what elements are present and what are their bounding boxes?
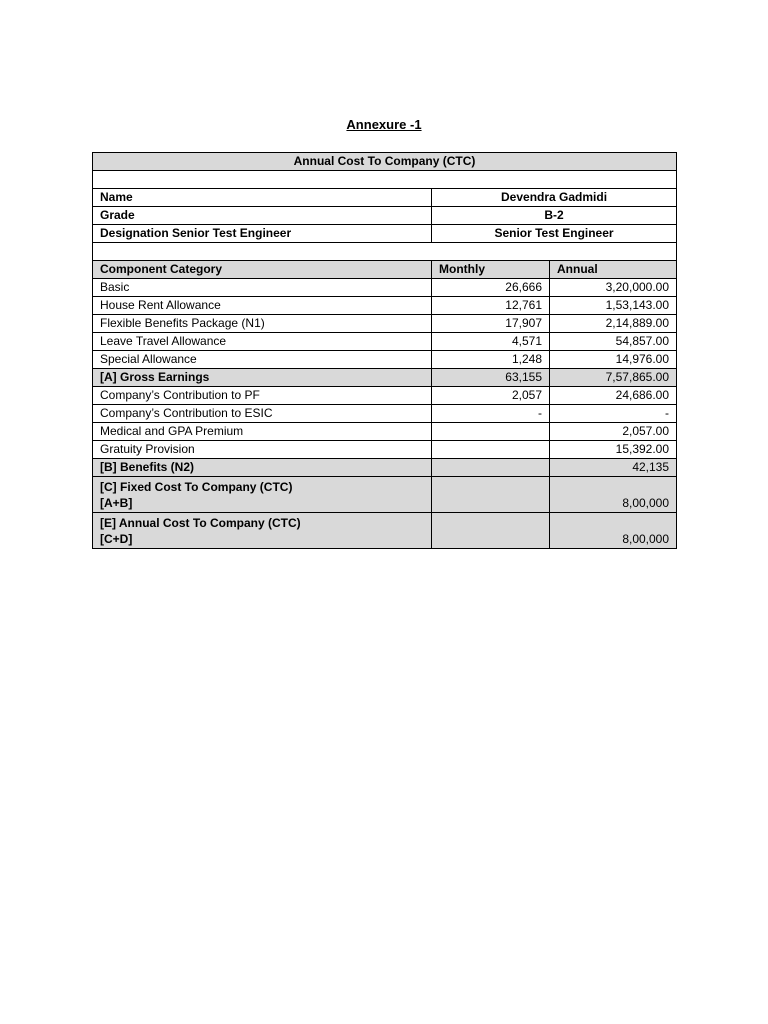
monthly-value: - (432, 405, 550, 423)
header-row (93, 261, 677, 279)
table-row (93, 423, 677, 441)
info-row-name (93, 189, 677, 207)
annual-value: 54,857.00 (550, 333, 677, 351)
info-row-designation (93, 225, 677, 243)
table-title-row (93, 153, 677, 171)
monthly-value: 2,057 (432, 387, 550, 405)
annual-value: 3,20,000.00 (550, 279, 677, 297)
table-row (93, 441, 677, 459)
component-label: [A] Gross Earnings (93, 369, 432, 387)
monthly-value: 17,907 (432, 315, 550, 333)
column-header-monthly: Monthly (432, 261, 550, 279)
annual-value: 14,976.00 (550, 351, 677, 369)
annual-value: 42,135 (550, 459, 677, 477)
info-row-grade (93, 207, 677, 225)
annual-value: - (550, 405, 677, 423)
component-label: Flexible Benefits Package (N1) (93, 315, 432, 333)
spacer-row (93, 171, 677, 189)
annual-value: 2,14,889.00 (550, 315, 677, 333)
monthly-value: 1,248 (432, 351, 550, 369)
subtotal-row-gross-earnings (93, 369, 677, 387)
table-row (93, 351, 677, 369)
table-row (93, 333, 677, 351)
annual-value: 15,392.00 (550, 441, 677, 459)
table-title: Annual Cost To Company (CTC) (93, 153, 677, 171)
table-row (93, 405, 677, 423)
component-label: Medical and GPA Premium (93, 423, 432, 441)
annual-value: 1,53,143.00 (550, 297, 677, 315)
component-label (93, 513, 432, 549)
label-line: [C+D] (100, 532, 133, 546)
info-label: Grade (93, 207, 432, 225)
monthly-value: 4,571 (432, 333, 550, 351)
monthly-value (432, 441, 550, 459)
table-row (93, 297, 677, 315)
subtotal-row-benefits (93, 459, 677, 477)
table-row (93, 315, 677, 333)
monthly-value: 26,666 (432, 279, 550, 297)
annual-value: 2,057.00 (550, 423, 677, 441)
document-title: Annexure -1 (346, 117, 422, 132)
label-line: [A+B] (100, 496, 133, 510)
monthly-value: 63,155 (432, 369, 550, 387)
table-row (93, 279, 677, 297)
label-line: [C] Fixed Cost To Company (CTC) (100, 480, 293, 494)
monthly-value (432, 513, 550, 549)
info-value: B-2 (432, 207, 677, 225)
component-label: Company’s Contribution to ESIC (93, 405, 432, 423)
label-line: [E] Annual Cost To Company (CTC) (100, 516, 301, 530)
component-label: Basic (93, 279, 432, 297)
column-header-annual: Annual (550, 261, 677, 279)
column-header-component: Component Category (93, 261, 432, 279)
annual-value: 8,00,000 (550, 477, 677, 513)
annual-value: 8,00,000 (550, 513, 677, 549)
annual-value: 7,57,865.00 (550, 369, 677, 387)
monthly-value: 12,761 (432, 297, 550, 315)
monthly-value (432, 477, 550, 513)
info-value: Devendra Gadmidi (432, 189, 677, 207)
info-value: Senior Test Engineer (432, 225, 677, 243)
component-label: Leave Travel Allowance (93, 333, 432, 351)
info-label: Designation Senior Test Engineer (93, 225, 432, 243)
component-label (93, 477, 432, 513)
component-label: [B] Benefits (N2) (93, 459, 432, 477)
monthly-value (432, 459, 550, 477)
total-row-fixed-ctc (93, 477, 677, 513)
component-label: Company’s Contribution to PF (93, 387, 432, 405)
table-row (93, 387, 677, 405)
component-label: House Rent Allowance (93, 297, 432, 315)
ctc-table (92, 152, 677, 549)
monthly-value (432, 423, 550, 441)
spacer-row (93, 243, 677, 261)
total-row-annual-ctc (93, 513, 677, 549)
annual-value: 24,686.00 (550, 387, 677, 405)
component-label: Gratuity Provision (93, 441, 432, 459)
component-label: Special Allowance (93, 351, 432, 369)
info-label: Name (93, 189, 432, 207)
